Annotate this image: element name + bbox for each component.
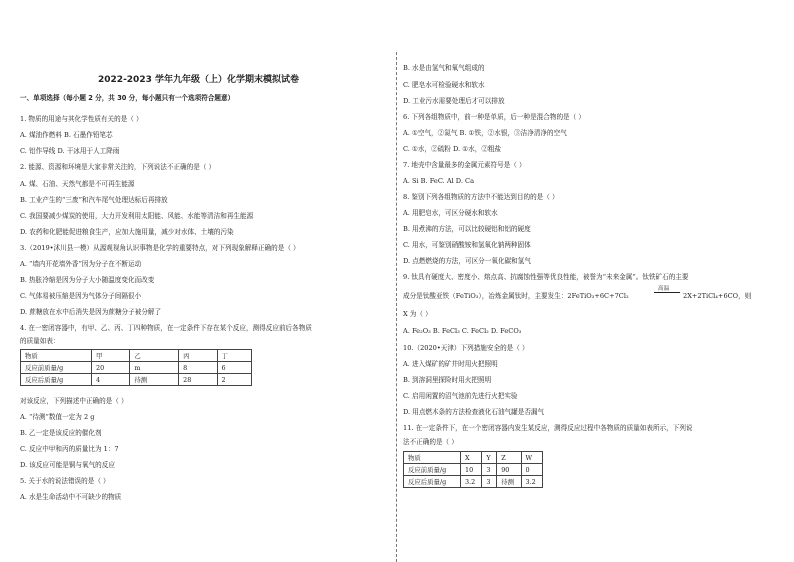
option-line: A. 进入煤矿的矿井时用火把照明 — [403, 360, 498, 368]
table-cell: 4 — [92, 374, 130, 386]
reaction-condition: 高温 — [658, 286, 670, 292]
option-line: C. 肥皂水可检验硬水和软水 — [403, 81, 485, 89]
option-line: B. 水是由氢气和氧气组成的 — [403, 64, 485, 72]
option-line: D. 农药和化肥能促进粮食生产，应加大施用量，减少对水体、土壤的污染 — [20, 228, 234, 236]
table-cell: 物质 — [404, 452, 461, 464]
table-cell: 甲 — [92, 350, 130, 362]
table-cell: 丁 — [217, 350, 251, 362]
table-cell: 丙 — [179, 350, 217, 362]
option-line: B. 乙一定是该反应的催化剂 — [20, 429, 102, 437]
table-cell: W — [521, 452, 542, 464]
option-line: C. 铝作导线 D. 干冰用于人工降雨 — [20, 147, 120, 155]
mass-table-1 — [20, 349, 252, 386]
section-heading: 一、单项选择（每小题 2 分，共 30 分，每小题只有一个选项符合题意） — [20, 94, 235, 102]
table-cell: 物质 — [21, 350, 92, 362]
question-line: 3.（2019•沭川县一模）从源观视角认识事物是化学的重要特点，对下列现象解释正确的是（ ） — [20, 244, 300, 252]
table-cell: m — [130, 362, 179, 374]
table-header-row — [21, 350, 252, 362]
table-cell: 反应前质量/g — [21, 362, 92, 374]
exam-title: 2022-2023 学年九年级（上）化学期末模拟试卷 — [98, 75, 299, 85]
question-line: X 为（ ） — [403, 310, 432, 318]
question-line: 4. 在一密闭容器中，有甲、乙、丙、丁四种物质，在一定条件下存在某个反应，测得反应前后各物质 — [20, 324, 312, 332]
option-line: A. 煤、石油、天然气都是不可再生能源 — [20, 180, 135, 188]
table-cell: 待测 — [130, 374, 179, 386]
table-cell: 20 — [92, 362, 130, 374]
table-cell: Y — [482, 452, 497, 464]
option-line: D. 点燃燃烧的方法，可区分一氧化碳和氢气 — [403, 257, 531, 265]
question-line: 2. 能源、资源和环境是大家非常关注的，下列说法不正确的是（ ） — [20, 163, 216, 171]
mass-table-2 — [403, 451, 543, 488]
option-line: A. 煤油作燃料 B. 石墨作铅笔芯 — [20, 131, 113, 139]
option-line: C. ①水，②硫粉 D. ①水，②粗盐 — [403, 145, 502, 153]
option-line: B. 到溶洞里探险时用火把照明 — [403, 376, 492, 384]
question-line: 8. 鉴别下列各组物质的方法中不能达到目的的是（ ） — [403, 193, 559, 201]
option-line: A. 用肥皂水，可区分硬水和软水 — [403, 209, 498, 217]
table-row — [404, 464, 543, 476]
option-line: C. 反应中甲和丙的质量比为 1：7 — [20, 445, 119, 453]
table-cell: 3.2 — [521, 476, 542, 488]
option-line: D. 工业污水需要处理后才可以排放 — [403, 97, 505, 105]
question-line: 7. 地壳中含量最多的金属元素符号是（ ） — [403, 161, 526, 169]
option-line: C. 我国要减少煤炭的使用，大力开发利用太阳能、风能、水能等清洁和再生能源 — [20, 212, 254, 220]
table-row — [404, 476, 543, 488]
option-line: A. Si B. FeC. Al D. Ca — [403, 177, 475, 185]
option-line: A. ①空气，②氮气 B. ①铁，②水银，③洁净清净的空气 — [403, 129, 567, 137]
table-cell: 乙 — [130, 350, 179, 362]
option-line: B. 用煮沸的方法，可以比较硬铝和铝的硬度 — [403, 225, 531, 233]
equation-products: 2X+2TiCl₄+6CO，则 — [683, 292, 752, 300]
table-cell: X — [461, 452, 482, 464]
table-cell: 6 — [217, 362, 251, 374]
table-cell: 反应后质量/g — [404, 476, 461, 488]
equation-line: 成分是钛酸亚铁（FeTiO₃），冶炼金属钛时，主要发生：2FeTiO₃+6C+7Cl₂ — [403, 292, 629, 300]
table-cell: 0 — [521, 464, 542, 476]
question-line: 5. 关于水的说法错误的是（ ） — [20, 477, 110, 485]
table-cell: 28 — [179, 374, 217, 386]
table-cell: 反应后质量/g — [21, 374, 92, 386]
table-header-row — [404, 452, 543, 464]
table-cell: 3 — [482, 464, 497, 476]
option-line: B. 热胀冷缩是因为分子大小随温度变化而改变 — [20, 276, 155, 284]
question-line: 1. 物质的用途与其化学性质有关的是（ ） — [20, 115, 143, 123]
table-cell: 3 — [482, 476, 497, 488]
reaction-arrow — [654, 292, 680, 293]
question-line: 法不正确的是（ ） — [403, 438, 458, 446]
table-cell: 2 — [217, 374, 251, 386]
option-line: D. 蔗糖放在水中后消失是因为蔗糖分子被分解了 — [20, 308, 162, 316]
table-row — [21, 362, 252, 374]
question-line: 的质量如表： — [20, 337, 60, 345]
option-line: A. 水是生命活动中不可缺少的物质 — [20, 493, 122, 501]
column-divider — [396, 52, 397, 562]
table-cell: 3.2 — [461, 476, 482, 488]
option-line: A. “待测”数值一定为 2 g — [20, 413, 95, 421]
table-cell: Z — [497, 452, 521, 464]
table-row — [21, 374, 252, 386]
question-line: 6. 下列各组物质中，前一种是单质，后一种是混合物的是（ ） — [403, 113, 585, 121]
table-cell: 90 — [497, 464, 521, 476]
table-cell: 待测 — [497, 476, 521, 488]
question-line: 11. 在一定条件下，在一个密闭容器内发生某反应，测得反应过程中各物质的质量如表所示，下列说 — [403, 424, 693, 432]
option-line: C. 启用闲置的沼气池前先进行火把实验 — [403, 392, 518, 400]
table-cell: 10 — [461, 464, 482, 476]
option-line: D. 该反应可能是铜与氧气的反应 — [20, 461, 115, 469]
option-line: A. Fe₂O₃ B. FeCl₃ C. FeCl₂ D. FeCO₃ — [403, 327, 522, 335]
option-line: A. “墙内开花墙外香”因为分子在不断运动 — [20, 260, 142, 268]
option-line: D. 用点燃木条的方法检查液化石油气罐是否漏气 — [403, 408, 545, 416]
option-line: C. 气体易被压缩是因为气体分子间隔很小 — [20, 292, 142, 300]
table-cell: 8 — [179, 362, 217, 374]
question-line: 对该反应，下列描述中正确的是（ ） — [20, 397, 128, 405]
question-line: 9. 钛具有硬度大、密度小、熔点高、抗腐蚀性强等优良性能，被誉为“未来金属”。钛铁矿石的主要 — [403, 273, 689, 281]
table-cell: 反应前质量/g — [404, 464, 461, 476]
question-line: 10.（2020•天津）下列措施安全的是（ ） — [403, 344, 529, 352]
option-line: B. 工业产生的“三废”和汽车尾气处理达标后再排放 — [20, 196, 168, 204]
option-line: C. 用水，可鉴别硝酸铵和氢氧化钠两种固体 — [403, 241, 531, 249]
